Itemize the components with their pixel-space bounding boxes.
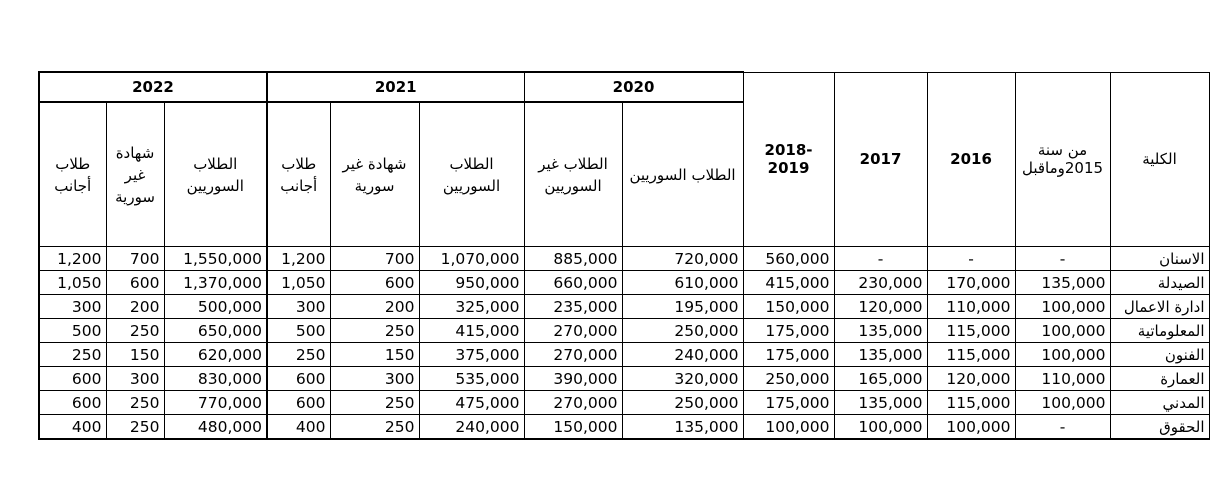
cell-2022-cert: 300 <box>106 367 164 391</box>
cell-2016: 115,000 <box>927 391 1015 415</box>
cell-2017: 230,000 <box>834 271 927 295</box>
cell-2022-syrian: 830,000 <box>164 367 267 391</box>
cell-2015-before: 110,000 <box>1015 367 1110 391</box>
header-2022-non-syrian-cert: شهادة غير سورية <box>106 102 164 247</box>
table-row <box>39 343 1209 367</box>
cell-2022-cert: 250 <box>106 415 164 440</box>
cell-2018-2019: 250,000 <box>743 367 834 391</box>
cell-2015-before: - <box>1015 415 1110 440</box>
cell-2017: 135,000 <box>834 319 927 343</box>
cell-2021-foreign: 600 <box>267 367 330 391</box>
cell-2021-cert: 250 <box>330 319 419 343</box>
cell-2021-foreign: 1,050 <box>267 271 330 295</box>
cell-2021-cert: 150 <box>330 343 419 367</box>
cell-2015-before: 100,000 <box>1015 295 1110 319</box>
cell-2022-cert: 150 <box>106 343 164 367</box>
cell-2020-syrian: 195,000 <box>622 295 743 319</box>
table-row <box>39 367 1209 391</box>
cell-2020-non-syrian: 150,000 <box>524 415 622 440</box>
cell-2021-syrian: 240,000 <box>419 415 524 440</box>
cell-2018-2019: 560,000 <box>743 247 834 271</box>
header-2021-foreign-students: طلاب أجانب <box>267 102 330 247</box>
year-2018-2019-header: 2018-2019 <box>743 72 834 247</box>
college-name: الاسنان <box>1110 247 1209 271</box>
table-body <box>39 72 1209 439</box>
header-2020-non-syrian-students: الطلاب غير السوريين <box>524 102 622 247</box>
cell-2022-foreign: 600 <box>39 391 106 415</box>
cell-2017: - <box>834 247 927 271</box>
table-row <box>39 247 1209 271</box>
cell-2020-syrian: 610,000 <box>622 271 743 295</box>
cell-2021-syrian: 535,000 <box>419 367 524 391</box>
cell-2021-syrian: 375,000 <box>419 343 524 367</box>
cell-2022-syrian: 650,000 <box>164 319 267 343</box>
cell-2021-cert: 250 <box>330 415 419 440</box>
cell-2021-foreign: 600 <box>267 391 330 415</box>
cell-2022-foreign: 500 <box>39 319 106 343</box>
cell-2021-syrian: 1,070,000 <box>419 247 524 271</box>
cell-2021-foreign: 1,200 <box>267 247 330 271</box>
cell-2022-syrian: 480,000 <box>164 415 267 440</box>
cell-2016: - <box>927 247 1015 271</box>
cell-2017: 100,000 <box>834 415 927 440</box>
table-row <box>39 319 1209 343</box>
cell-2016: 115,000 <box>927 343 1015 367</box>
cell-2018-2019: 100,000 <box>743 415 834 440</box>
cell-2021-cert: 700 <box>330 247 419 271</box>
header-2022-syrian-students: الطلاب السوريين <box>164 102 267 247</box>
cell-2022-foreign: 400 <box>39 415 106 440</box>
cell-2021-foreign: 250 <box>267 343 330 367</box>
cell-2022-syrian: 620,000 <box>164 343 267 367</box>
cell-2018-2019: 175,000 <box>743 343 834 367</box>
cell-2016: 120,000 <box>927 367 1015 391</box>
cell-2020-syrian: 240,000 <box>622 343 743 367</box>
college-name: المعلوماتية <box>1110 319 1209 343</box>
college-name: المدني <box>1110 391 1209 415</box>
college-name: العمارة <box>1110 367 1209 391</box>
cell-2018-2019: 175,000 <box>743 319 834 343</box>
college-name: الفنون <box>1110 343 1209 367</box>
cell-2015-before: - <box>1015 247 1110 271</box>
year-2017-header: 2017 <box>834 72 927 247</box>
cell-2015-before: 135,000 <box>1015 271 1110 295</box>
cell-2021-syrian: 325,000 <box>419 295 524 319</box>
college-name: ادارة الاعمال <box>1110 295 1209 319</box>
cell-2018-2019: 150,000 <box>743 295 834 319</box>
cell-2020-syrian: 320,000 <box>622 367 743 391</box>
cell-2021-foreign: 300 <box>267 295 330 319</box>
year-2022-header: 2022 <box>39 72 267 102</box>
cell-2021-syrian: 415,000 <box>419 319 524 343</box>
cell-2022-cert: 200 <box>106 295 164 319</box>
cell-2020-syrian: 250,000 <box>622 319 743 343</box>
cell-2021-cert: 200 <box>330 295 419 319</box>
cell-2021-syrian: 950,000 <box>419 271 524 295</box>
college-name: الحقوق <box>1110 415 1209 440</box>
cell-2021-foreign: 400 <box>267 415 330 440</box>
table-row <box>39 295 1209 319</box>
cell-2016: 115,000 <box>927 319 1015 343</box>
header-2021-syrian-students: الطلاب السوريين <box>419 102 524 247</box>
cell-2020-non-syrian: 270,000 <box>524 343 622 367</box>
cell-2022-syrian: 1,550,000 <box>164 247 267 271</box>
cell-2022-foreign: 1,200 <box>39 247 106 271</box>
cell-2021-syrian: 475,000 <box>419 391 524 415</box>
cell-2020-non-syrian: 390,000 <box>524 367 622 391</box>
cell-2016: 170,000 <box>927 271 1015 295</box>
cell-2020-syrian: 720,000 <box>622 247 743 271</box>
year-header-row <box>39 72 1209 102</box>
cell-2018-2019: 175,000 <box>743 391 834 415</box>
cell-2017: 165,000 <box>834 367 927 391</box>
cell-2020-non-syrian: 235,000 <box>524 295 622 319</box>
cell-2021-cert: 600 <box>330 271 419 295</box>
cell-2015-before: 100,000 <box>1015 343 1110 367</box>
cell-2022-cert: 600 <box>106 271 164 295</box>
header-2021-non-syrian-cert: شهادة غير سورية <box>330 102 419 247</box>
cell-2020-syrian: 135,000 <box>622 415 743 440</box>
cell-2022-syrian: 770,000 <box>164 391 267 415</box>
college-header: الكلية <box>1110 72 1209 247</box>
cell-2022-syrian: 1,370,000 <box>164 271 267 295</box>
cell-2015-before: 100,000 <box>1015 391 1110 415</box>
cell-2021-cert: 250 <box>330 391 419 415</box>
table-row <box>39 391 1209 415</box>
year-2016-header: 2016 <box>927 72 1015 247</box>
cell-2017: 120,000 <box>834 295 927 319</box>
cell-2018-2019: 415,000 <box>743 271 834 295</box>
year-2020-header: 2020 <box>524 72 743 102</box>
cell-2022-cert: 250 <box>106 391 164 415</box>
cell-2016: 100,000 <box>927 415 1015 440</box>
year-2015-before-header: من سنة 2015وماقبل <box>1015 72 1110 247</box>
cell-2022-cert: 700 <box>106 247 164 271</box>
header-2022-foreign-students: طلاب أجانب <box>39 102 106 247</box>
header-2020-syrian-students: الطلاب السوريين <box>622 102 743 247</box>
cell-2020-syrian: 250,000 <box>622 391 743 415</box>
cell-2020-non-syrian: 660,000 <box>524 271 622 295</box>
college-name: الصيدلة <box>1110 271 1209 295</box>
cell-2021-cert: 300 <box>330 367 419 391</box>
cell-2017: 135,000 <box>834 391 927 415</box>
cell-2015-before: 100,000 <box>1015 319 1110 343</box>
cell-2022-syrian: 500,000 <box>164 295 267 319</box>
cell-2022-foreign: 1,050 <box>39 271 106 295</box>
cell-2020-non-syrian: 270,000 <box>524 319 622 343</box>
cell-2020-non-syrian: 885,000 <box>524 247 622 271</box>
table-row <box>39 271 1209 295</box>
cell-2022-foreign: 300 <box>39 295 106 319</box>
cell-2021-foreign: 500 <box>267 319 330 343</box>
tuition-fees-table <box>38 71 1210 440</box>
cell-2022-foreign: 600 <box>39 367 106 391</box>
cell-2016: 110,000 <box>927 295 1015 319</box>
year-2021-header: 2021 <box>267 72 524 102</box>
cell-2022-foreign: 250 <box>39 343 106 367</box>
cell-2017: 135,000 <box>834 343 927 367</box>
table-row <box>39 415 1209 440</box>
cell-2022-cert: 250 <box>106 319 164 343</box>
cell-2020-non-syrian: 270,000 <box>524 391 622 415</box>
